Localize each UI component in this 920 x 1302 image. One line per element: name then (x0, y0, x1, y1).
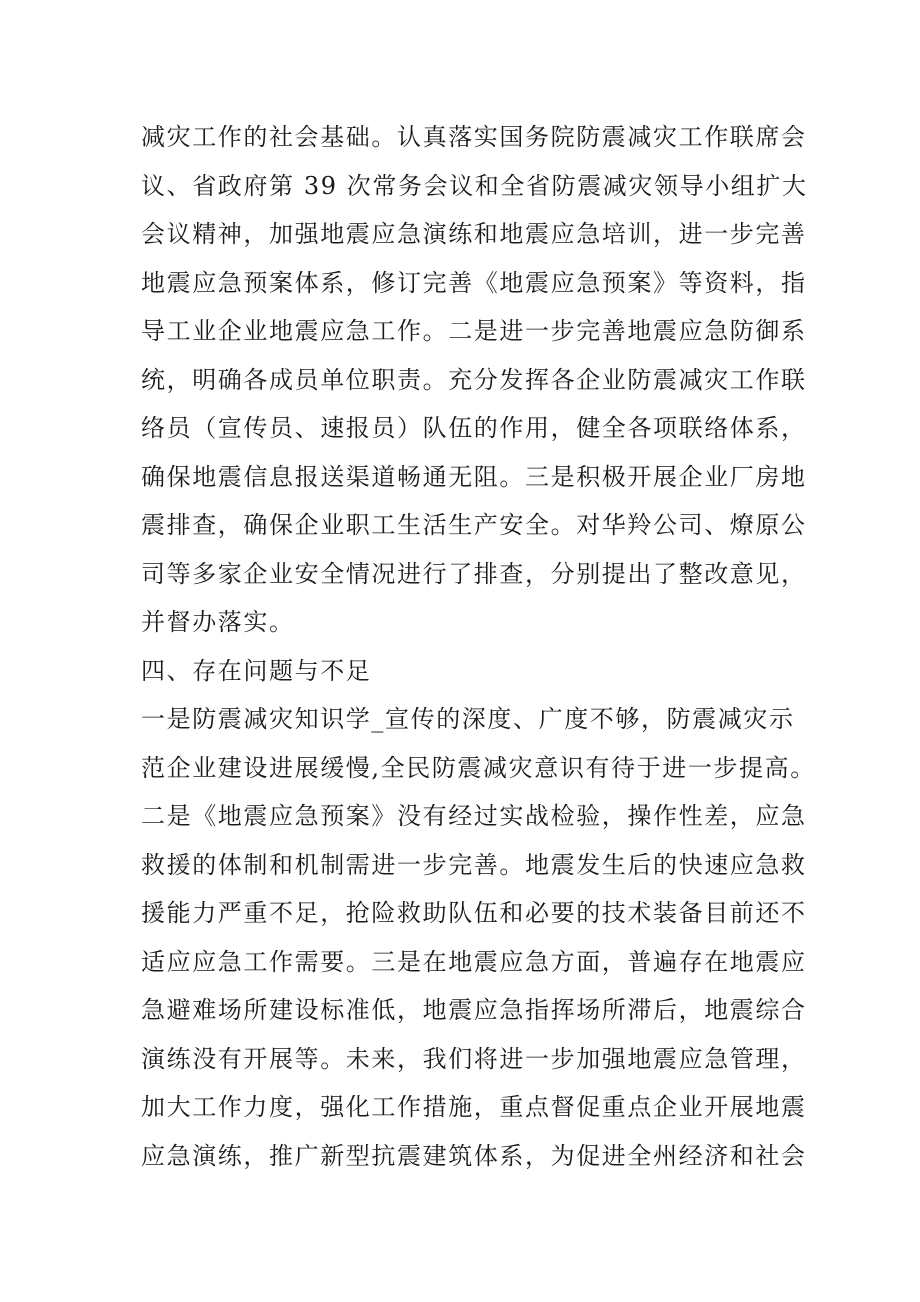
text-line: 统，明确各成员单位职责。充分发挥各企业防震减灾工作联 (141, 365, 807, 394)
text-line: 司等多家企业安全情况进行了排查，分别提出了整改意见， (141, 559, 807, 588)
text-line: 加大工作力度，强化工作措施，重点督促重点企业开展地震 (141, 1093, 807, 1121)
text-line: 救援的体制和机制需进一步完善。地震发生后的快速应急救 (141, 850, 807, 879)
body-text (141, 113, 816, 1180)
text-line: 演练没有开展等。未来，我们将进一步加强地震应急管理， (141, 1044, 807, 1073)
text-line: 减灾工作的社会基础。认真落实国务院防震减灾工作联席会 (141, 123, 807, 151)
text-line: 适应应急工作需要。三是在地震应急方面，普遍存在地震应 (141, 947, 807, 976)
text-line: 导工业企业地震应急工作。二是进一步完善地震应急防御系 (141, 317, 807, 345)
section-heading: 四、存在问题与不足 (141, 656, 372, 685)
text-line: 一是防震减灾知识学_宣传的深度、广度不够，防震减灾示 (141, 705, 795, 733)
text-line: 急避难场所建设标准低，地震应急指挥场所滞后，地震综合 (141, 996, 807, 1024)
text-line: 应急演练，推广新型抗震建筑体系，为促进全州经济和社会 (141, 1141, 807, 1170)
text-line: 范企业建设进展缓慢,全民防震减灾意识有待于进一步提高。 (141, 753, 816, 782)
text-line: 并督办落实。 (141, 608, 295, 636)
text-line: 会议精神，加强地震应急演练和地震应急培训，进一步完善 (141, 220, 807, 248)
text-line: 援能力严重不足，抢险救助队伍和必要的技术装备目前还不 (141, 899, 807, 927)
text-line: 震排查，确保企业职工生活生产安全。对华羚公司、燎原公 (141, 511, 807, 539)
text-line: 络员（宣传员、速报员）队伍的作用，健全各项联络体系， (141, 414, 807, 442)
text-line: 确保地震信息报送渠道畅通无阻。三是积极开展企业厂房地 (141, 462, 807, 491)
text-line: 议、省政府第 39 次常务会议和全省防震减灾领导小组扩大 (141, 171, 808, 200)
text-line: 二是《地震应急预案》没有经过实战检验，操作性差，应急 (141, 802, 807, 830)
text-line: 地震应急预案体系，修订完善《地震应急预案》等资料，指 (141, 268, 807, 297)
